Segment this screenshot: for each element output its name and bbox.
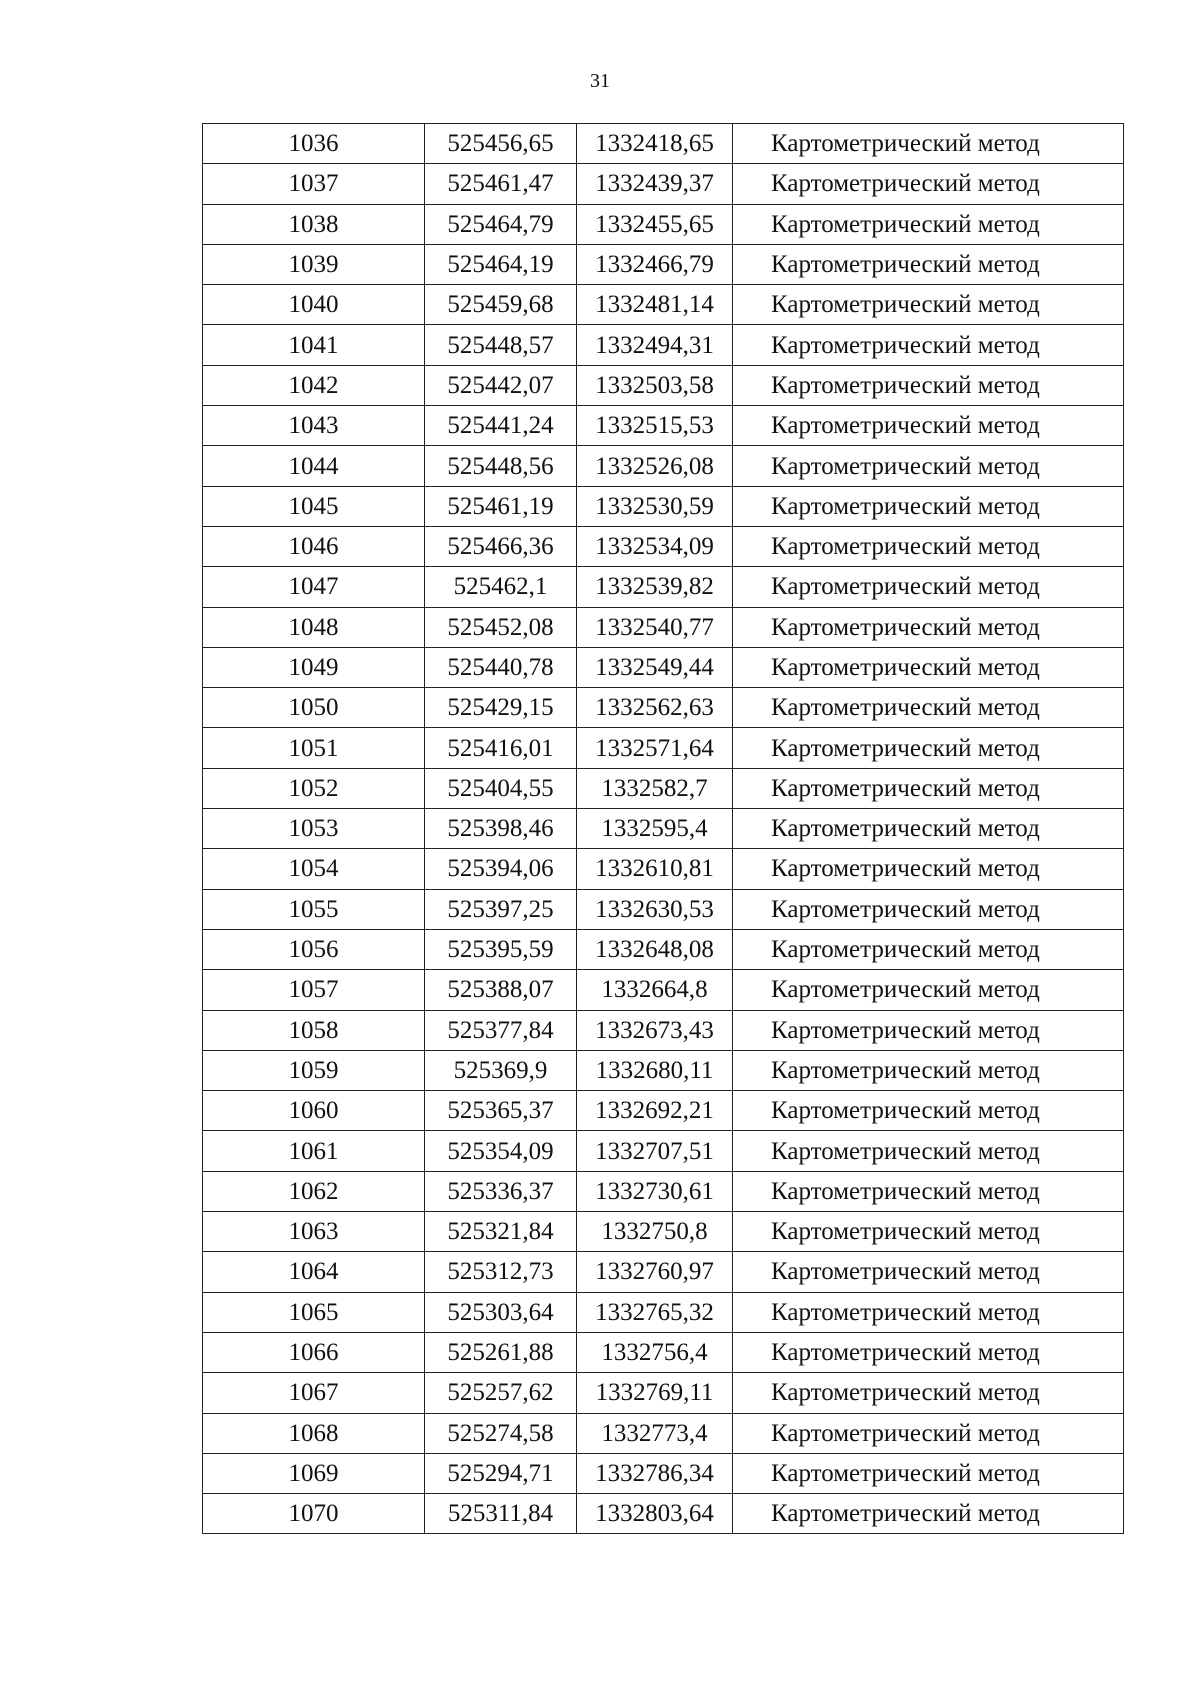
y-coordinate-cell: 1332610,81	[577, 849, 733, 889]
y-coordinate-cell: 1332455,65	[577, 204, 733, 244]
method-cell: Картометрический метод	[733, 1091, 1124, 1131]
x-coordinate-cell: 525440,78	[425, 647, 577, 687]
point-number-cell: 1066	[203, 1332, 425, 1372]
point-number-cell: 1055	[203, 889, 425, 929]
table-row	[203, 406, 1124, 446]
x-coordinate-cell: 525461,19	[425, 486, 577, 526]
method-cell: Картометрический метод	[733, 285, 1124, 325]
x-coordinate-cell: 525398,46	[425, 809, 577, 849]
y-coordinate-cell: 1332481,14	[577, 285, 733, 325]
coordinates-table	[202, 123, 1124, 1534]
method-cell: Картометрический метод	[733, 1413, 1124, 1453]
point-number-cell: 1064	[203, 1252, 425, 1292]
table-row	[203, 1252, 1124, 1292]
table-row	[203, 607, 1124, 647]
table-row	[203, 929, 1124, 969]
x-coordinate-cell: 525395,59	[425, 929, 577, 969]
table-row	[203, 1373, 1124, 1413]
y-coordinate-cell: 1332571,64	[577, 728, 733, 768]
x-coordinate-cell: 525369,9	[425, 1050, 577, 1090]
point-number-cell: 1048	[203, 607, 425, 647]
method-cell: Картометрический метод	[733, 1131, 1124, 1171]
y-coordinate-cell: 1332530,59	[577, 486, 733, 526]
y-coordinate-cell: 1332680,11	[577, 1050, 733, 1090]
table-row	[203, 1413, 1124, 1453]
y-coordinate-cell: 1332664,8	[577, 970, 733, 1010]
point-number-cell: 1040	[203, 285, 425, 325]
x-coordinate-cell: 525261,88	[425, 1332, 577, 1372]
y-coordinate-cell: 1332439,37	[577, 164, 733, 204]
point-number-cell: 1067	[203, 1373, 425, 1413]
point-number-cell: 1056	[203, 929, 425, 969]
table-row	[203, 365, 1124, 405]
y-coordinate-cell: 1332756,4	[577, 1332, 733, 1372]
point-number-cell: 1059	[203, 1050, 425, 1090]
table-row	[203, 1171, 1124, 1211]
y-coordinate-cell: 1332582,7	[577, 768, 733, 808]
method-cell: Картометрический метод	[733, 970, 1124, 1010]
y-coordinate-cell: 1332466,79	[577, 244, 733, 284]
table-row	[203, 526, 1124, 566]
table-row	[203, 124, 1124, 164]
y-coordinate-cell: 1332765,32	[577, 1292, 733, 1332]
y-coordinate-cell: 1332673,43	[577, 1010, 733, 1050]
table-row	[203, 1050, 1124, 1090]
y-coordinate-cell: 1332595,4	[577, 809, 733, 849]
x-coordinate-cell: 525354,09	[425, 1131, 577, 1171]
method-cell: Картометрический метод	[733, 325, 1124, 365]
x-coordinate-cell: 525456,65	[425, 124, 577, 164]
x-coordinate-cell: 525448,56	[425, 446, 577, 486]
point-number-cell: 1041	[203, 325, 425, 365]
point-number-cell: 1061	[203, 1131, 425, 1171]
table-row	[203, 1131, 1124, 1171]
y-coordinate-cell: 1332418,65	[577, 124, 733, 164]
x-coordinate-cell: 525442,07	[425, 365, 577, 405]
method-cell: Картометрический метод	[733, 929, 1124, 969]
method-cell: Картометрический метод	[733, 849, 1124, 889]
table-row	[203, 768, 1124, 808]
x-coordinate-cell: 525321,84	[425, 1212, 577, 1252]
y-coordinate-cell: 1332494,31	[577, 325, 733, 365]
x-coordinate-cell: 525294,71	[425, 1453, 577, 1493]
method-cell: Картометрический метод	[733, 365, 1124, 405]
y-coordinate-cell: 1332549,44	[577, 647, 733, 687]
method-cell: Картометрический метод	[733, 567, 1124, 607]
table-row	[203, 809, 1124, 849]
x-coordinate-cell: 525388,07	[425, 970, 577, 1010]
table-row	[203, 1212, 1124, 1252]
table-row	[203, 849, 1124, 889]
method-cell: Картометрический метод	[733, 688, 1124, 728]
method-cell: Картометрический метод	[733, 1332, 1124, 1372]
y-coordinate-cell: 1332730,61	[577, 1171, 733, 1211]
point-number-cell: 1053	[203, 809, 425, 849]
x-coordinate-cell: 525452,08	[425, 607, 577, 647]
y-coordinate-cell: 1332773,4	[577, 1413, 733, 1453]
x-coordinate-cell: 525416,01	[425, 728, 577, 768]
x-coordinate-cell: 525365,37	[425, 1091, 577, 1131]
y-coordinate-cell: 1332540,77	[577, 607, 733, 647]
point-number-cell: 1036	[203, 124, 425, 164]
x-coordinate-cell: 525462,1	[425, 567, 577, 607]
y-coordinate-cell: 1332539,82	[577, 567, 733, 607]
coordinates-table-body	[203, 124, 1124, 1534]
y-coordinate-cell: 1332692,21	[577, 1091, 733, 1131]
table-row	[203, 285, 1124, 325]
y-coordinate-cell: 1332750,8	[577, 1212, 733, 1252]
point-number-cell: 1062	[203, 1171, 425, 1211]
x-coordinate-cell: 525394,06	[425, 849, 577, 889]
method-cell: Картометрический метод	[733, 1453, 1124, 1493]
y-coordinate-cell: 1332648,08	[577, 929, 733, 969]
x-coordinate-cell: 525257,62	[425, 1373, 577, 1413]
table-row	[203, 889, 1124, 929]
x-coordinate-cell: 525274,58	[425, 1413, 577, 1453]
y-coordinate-cell: 1332534,09	[577, 526, 733, 566]
method-cell: Картометрический метод	[733, 446, 1124, 486]
method-cell: Картометрический метод	[733, 768, 1124, 808]
method-cell: Картометрический метод	[733, 1373, 1124, 1413]
table-row	[203, 1453, 1124, 1493]
method-cell: Картометрический метод	[733, 1494, 1124, 1534]
table-row	[203, 647, 1124, 687]
table-row	[203, 1010, 1124, 1050]
point-number-cell: 1043	[203, 406, 425, 446]
table-row	[203, 486, 1124, 526]
x-coordinate-cell: 525459,68	[425, 285, 577, 325]
method-cell: Картометрический метод	[733, 164, 1124, 204]
point-number-cell: 1057	[203, 970, 425, 1010]
point-number-cell: 1039	[203, 244, 425, 284]
y-coordinate-cell: 1332786,34	[577, 1453, 733, 1493]
method-cell: Картометрический метод	[733, 809, 1124, 849]
point-number-cell: 1054	[203, 849, 425, 889]
point-number-cell: 1060	[203, 1091, 425, 1131]
point-number-cell: 1045	[203, 486, 425, 526]
method-cell: Картометрический метод	[733, 889, 1124, 929]
y-coordinate-cell: 1332526,08	[577, 446, 733, 486]
x-coordinate-cell: 525312,73	[425, 1252, 577, 1292]
x-coordinate-cell: 525461,47	[425, 164, 577, 204]
method-cell: Картометрический метод	[733, 607, 1124, 647]
point-number-cell: 1070	[203, 1494, 425, 1534]
table-row	[203, 1332, 1124, 1372]
point-number-cell: 1068	[203, 1413, 425, 1453]
point-number-cell: 1069	[203, 1453, 425, 1493]
y-coordinate-cell: 1332503,58	[577, 365, 733, 405]
method-cell: Картометрический метод	[733, 1171, 1124, 1211]
y-coordinate-cell: 1332562,63	[577, 688, 733, 728]
x-coordinate-cell: 525464,19	[425, 244, 577, 284]
method-cell: Картометрический метод	[733, 244, 1124, 284]
x-coordinate-cell: 525464,79	[425, 204, 577, 244]
x-coordinate-cell: 525303,64	[425, 1292, 577, 1332]
y-coordinate-cell: 1332630,53	[577, 889, 733, 929]
point-number-cell: 1063	[203, 1212, 425, 1252]
y-coordinate-cell: 1332515,53	[577, 406, 733, 446]
y-coordinate-cell: 1332803,64	[577, 1494, 733, 1534]
point-number-cell: 1058	[203, 1010, 425, 1050]
table-row	[203, 244, 1124, 284]
method-cell: Картометрический метод	[733, 406, 1124, 446]
table-row	[203, 567, 1124, 607]
table-row	[203, 446, 1124, 486]
method-cell: Картометрический метод	[733, 124, 1124, 164]
method-cell: Картометрический метод	[733, 1010, 1124, 1050]
x-coordinate-cell: 525448,57	[425, 325, 577, 365]
y-coordinate-cell: 1332760,97	[577, 1252, 733, 1292]
method-cell: Картометрический метод	[733, 647, 1124, 687]
method-cell: Картометрический метод	[733, 526, 1124, 566]
method-cell: Картометрический метод	[733, 204, 1124, 244]
point-number-cell: 1037	[203, 164, 425, 204]
table-row	[203, 1091, 1124, 1131]
x-coordinate-cell: 525441,24	[425, 406, 577, 446]
point-number-cell: 1052	[203, 768, 425, 808]
x-coordinate-cell: 525311,84	[425, 1494, 577, 1534]
x-coordinate-cell: 525377,84	[425, 1010, 577, 1050]
y-coordinate-cell: 1332707,51	[577, 1131, 733, 1171]
point-number-cell: 1050	[203, 688, 425, 728]
table-row	[203, 164, 1124, 204]
page-number: 31	[590, 70, 610, 92]
x-coordinate-cell: 525429,15	[425, 688, 577, 728]
table-row	[203, 970, 1124, 1010]
table-row	[203, 325, 1124, 365]
table-row	[203, 1494, 1124, 1534]
method-cell: Картометрический метод	[733, 486, 1124, 526]
x-coordinate-cell: 525397,25	[425, 889, 577, 929]
method-cell: Картометрический метод	[733, 1212, 1124, 1252]
point-number-cell: 1042	[203, 365, 425, 405]
table-row	[203, 204, 1124, 244]
table-row	[203, 728, 1124, 768]
x-coordinate-cell: 525404,55	[425, 768, 577, 808]
x-coordinate-cell: 525466,36	[425, 526, 577, 566]
x-coordinate-cell: 525336,37	[425, 1171, 577, 1211]
point-number-cell: 1038	[203, 204, 425, 244]
point-number-cell: 1051	[203, 728, 425, 768]
y-coordinate-cell: 1332769,11	[577, 1373, 733, 1413]
point-number-cell: 1046	[203, 526, 425, 566]
method-cell: Картометрический метод	[733, 1252, 1124, 1292]
table-row	[203, 1292, 1124, 1332]
method-cell: Картометрический метод	[733, 728, 1124, 768]
method-cell: Картометрический метод	[733, 1292, 1124, 1332]
point-number-cell: 1049	[203, 647, 425, 687]
point-number-cell: 1065	[203, 1292, 425, 1332]
point-number-cell: 1044	[203, 446, 425, 486]
point-number-cell: 1047	[203, 567, 425, 607]
table-row	[203, 688, 1124, 728]
method-cell: Картометрический метод	[733, 1050, 1124, 1090]
